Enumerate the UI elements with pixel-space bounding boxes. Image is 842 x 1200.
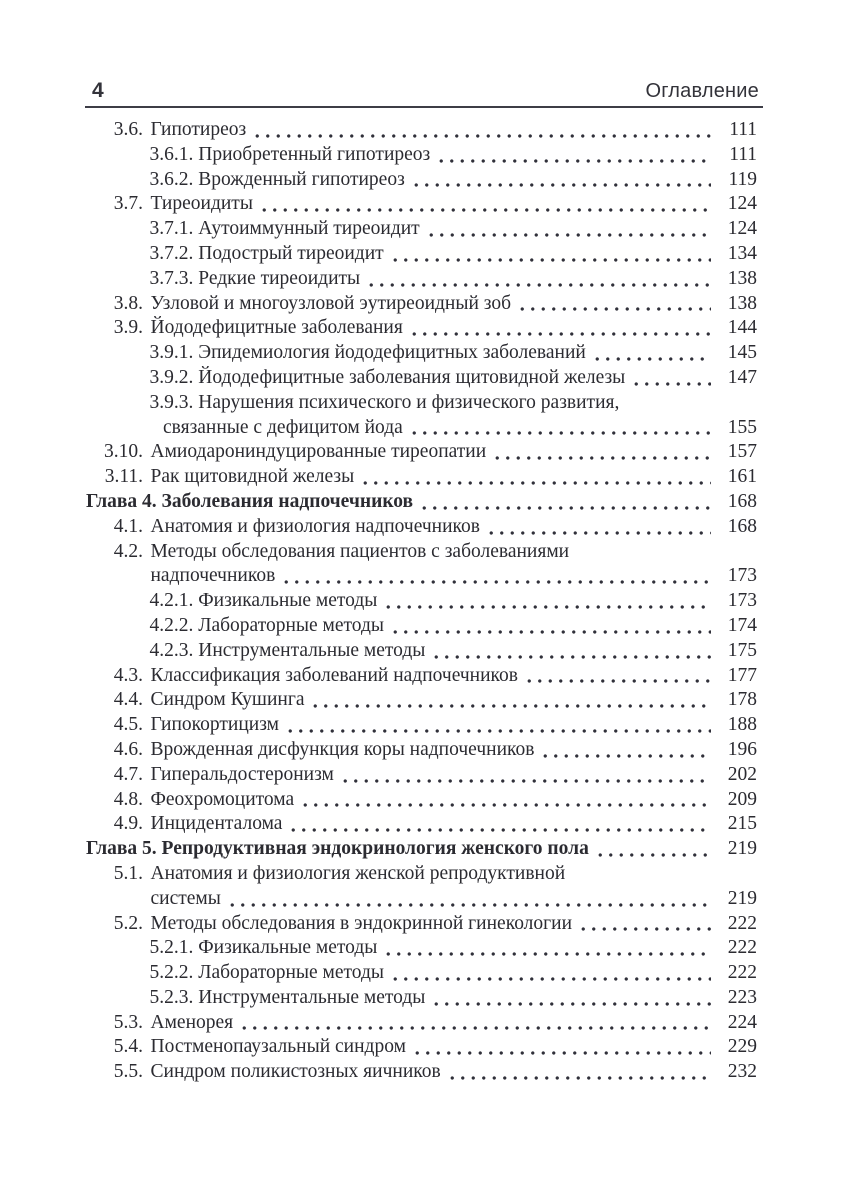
toc-entry-page: 155 bbox=[727, 416, 757, 438]
toc-entry bbox=[86, 366, 757, 391]
toc-entry-number: 3.6. bbox=[113, 119, 143, 140]
dot-leader bbox=[227, 887, 711, 912]
toc-entry bbox=[86, 986, 757, 1011]
toc-entry bbox=[86, 1011, 757, 1036]
toc-entry-number: 5.4. bbox=[113, 1036, 143, 1058]
toc-entry bbox=[86, 143, 757, 168]
toc-entry-number: 4.3. bbox=[113, 664, 143, 686]
toc-entry bbox=[86, 738, 757, 763]
toc-entry bbox=[86, 118, 757, 143]
toc-entry-number: 4.4. bbox=[113, 689, 143, 711]
toc-entry-title: Гипотиреоз bbox=[150, 119, 247, 140]
dot-leader bbox=[492, 440, 711, 465]
toc-entry bbox=[86, 887, 757, 912]
toc-entry-number: 5.5. bbox=[113, 1061, 143, 1083]
dot-leader bbox=[252, 118, 711, 143]
toc-entry-page: 177 bbox=[727, 664, 757, 686]
toc-entry bbox=[86, 540, 757, 565]
toc-entry-page: 219 bbox=[727, 838, 757, 860]
toc-entry-page: 229 bbox=[727, 1036, 757, 1058]
dot-leader bbox=[436, 143, 711, 168]
toc-list bbox=[86, 118, 757, 1085]
dot-leader bbox=[540, 738, 711, 763]
toc-entry-title: 5.2.3. Инструментальные методы bbox=[149, 986, 426, 1008]
toc-entry-page: 138 bbox=[727, 267, 757, 289]
toc-entry-number: 4.5. bbox=[113, 714, 143, 736]
toc-entry bbox=[86, 192, 757, 217]
toc-entry bbox=[86, 713, 757, 738]
toc-entry-page: 157 bbox=[727, 441, 757, 463]
toc-entry-page: 168 bbox=[727, 490, 757, 512]
toc-entry-title: Постменопаузальный синдром bbox=[150, 1036, 406, 1058]
dot-leader bbox=[578, 912, 711, 937]
toc-entry-page: 161 bbox=[727, 466, 757, 488]
dot-leader bbox=[310, 688, 711, 713]
toc-entry bbox=[86, 416, 757, 441]
toc-entry-title: 3.9.1. Эпидемиология йододефицитных заболеваний bbox=[149, 342, 586, 364]
toc-entry-number: 3.9. bbox=[113, 317, 143, 339]
toc-entry bbox=[86, 490, 757, 515]
toc-entry bbox=[86, 961, 757, 986]
dot-leader bbox=[431, 986, 711, 1011]
dot-leader bbox=[631, 366, 711, 391]
dot-leader bbox=[419, 490, 711, 515]
toc-entry-title: Амиодарониндуцированные тиреопатии bbox=[150, 441, 487, 463]
toc-entry-page: 138 bbox=[727, 292, 757, 314]
toc-entry-page: 222 bbox=[727, 937, 757, 959]
toc-entry-number: 5.3. bbox=[113, 1011, 143, 1033]
toc-entry-title: Гипокортицизм bbox=[150, 714, 279, 736]
dot-leader bbox=[383, 589, 711, 614]
dot-leader bbox=[524, 664, 711, 689]
toc-entry bbox=[86, 862, 757, 887]
toc-entry-page: 209 bbox=[727, 788, 757, 810]
toc-entry bbox=[86, 242, 757, 267]
toc-entry-title: 3.6.2. Врожденный гипотиреоз bbox=[149, 168, 405, 190]
toc-entry-title: 3.7.3. Редкие тиреоидиты bbox=[149, 267, 361, 289]
toc-entry-page: 119 bbox=[728, 168, 757, 190]
toc-entry-title: Глава 4. Заболевания надпочечников bbox=[86, 490, 414, 512]
dot-leader bbox=[366, 267, 711, 292]
dot-leader bbox=[390, 961, 711, 986]
toc-entry-title: связанные с дефицитом йода bbox=[163, 416, 403, 438]
toc-entry-page: 134 bbox=[727, 242, 757, 264]
toc-entry-page: 175 bbox=[727, 639, 757, 661]
dot-leader bbox=[517, 292, 711, 317]
toc-entry-number: 5.2. bbox=[113, 912, 143, 934]
toc-entry-title: Синдром Кушинга bbox=[150, 689, 305, 711]
toc-entry-title: Гиперальдостеронизм bbox=[150, 763, 334, 785]
toc-entry bbox=[86, 1060, 757, 1085]
toc-entry-number: 4.8. bbox=[113, 788, 143, 810]
toc-entry-title: 4.2.1. Физикальные методы bbox=[149, 590, 378, 612]
toc-entry bbox=[86, 639, 757, 664]
dot-leader bbox=[259, 192, 711, 217]
toc-entry-page: 188 bbox=[727, 714, 757, 736]
toc-entry-number: 3.10. bbox=[104, 441, 143, 463]
toc-entry bbox=[86, 837, 757, 862]
page-number: 4 bbox=[92, 79, 104, 102]
toc-entry-page: 174 bbox=[727, 614, 757, 636]
toc-entry-title: Рак щитовидной железы bbox=[150, 466, 355, 488]
toc-entry-title: Методы обследования в эндокринной гинекологии bbox=[150, 912, 573, 934]
toc-entry-page: 111 bbox=[729, 143, 757, 165]
dot-leader bbox=[390, 242, 711, 267]
dot-leader bbox=[383, 936, 711, 961]
toc-entry-page: 222 bbox=[727, 962, 757, 984]
dot-leader bbox=[281, 564, 711, 589]
toc-entry-title: Классификация заболеваний надпочечников bbox=[150, 664, 518, 686]
header-rule bbox=[85, 106, 763, 108]
dot-leader bbox=[595, 837, 711, 862]
dot-leader bbox=[390, 614, 711, 639]
toc-entry bbox=[86, 465, 757, 490]
toc-entry bbox=[86, 341, 757, 366]
dot-leader bbox=[340, 763, 711, 788]
dot-leader bbox=[239, 1011, 711, 1036]
toc-entry-title: Аменорея bbox=[150, 1011, 234, 1033]
toc-entry-page: 219 bbox=[727, 887, 757, 909]
toc-entry-title: Глава 5. Репродуктивная эндокринология женского пола bbox=[86, 838, 589, 860]
toc-entry bbox=[86, 217, 757, 242]
toc-entry bbox=[86, 515, 757, 540]
toc-entry bbox=[86, 812, 757, 837]
dot-leader bbox=[409, 416, 711, 441]
dot-leader bbox=[288, 812, 711, 837]
toc-entry bbox=[86, 688, 757, 713]
running-head-title: Оглавление bbox=[645, 80, 759, 102]
toc-entry bbox=[86, 664, 757, 689]
dot-leader bbox=[411, 168, 711, 193]
toc-entry-title: Инциденталома bbox=[150, 813, 283, 835]
toc-entry bbox=[86, 763, 757, 788]
toc-entry-title: Синдром поликистозных яичников bbox=[150, 1061, 441, 1083]
toc-entry-title: 4.2.2. Лабораторные методы bbox=[149, 614, 385, 636]
dot-leader bbox=[285, 713, 711, 738]
toc-entry-title: Врожденная дисфункция коры надпочечников bbox=[150, 738, 535, 760]
toc-entry-title: Феохромоцитома bbox=[150, 788, 295, 810]
toc-entry bbox=[86, 391, 757, 416]
toc-entry-number: 3.7. bbox=[113, 193, 143, 215]
toc-entry-page: 232 bbox=[727, 1061, 757, 1083]
toc-entry bbox=[86, 316, 757, 341]
toc-entry-number: 4.2. bbox=[113, 540, 143, 562]
toc-entry bbox=[86, 564, 757, 589]
toc-entry bbox=[86, 936, 757, 961]
toc-entry-page: 173 bbox=[727, 590, 757, 612]
toc-entry-title: Тиреоидиты bbox=[150, 193, 253, 215]
toc-entry bbox=[86, 168, 757, 193]
toc-entry-title: 5.2.1. Физикальные методы bbox=[149, 937, 378, 959]
toc-entry-title: 3.7.2. Подострый тиреоидит bbox=[149, 242, 384, 264]
toc-entry bbox=[86, 589, 757, 614]
toc-entry-title: системы bbox=[150, 887, 221, 909]
toc-entry-title: Анатомия и физиология надпочечников bbox=[150, 515, 480, 537]
toc-entry-page: 124 bbox=[727, 218, 757, 240]
toc-entry-number: 3.8. bbox=[113, 292, 143, 314]
dot-leader bbox=[360, 465, 711, 490]
toc-entry-page: 111 bbox=[729, 119, 757, 140]
dot-leader bbox=[486, 515, 711, 540]
toc-entry-page: 145 bbox=[727, 342, 757, 364]
toc-entry bbox=[86, 788, 757, 813]
toc-entry-page: 202 bbox=[727, 763, 757, 785]
toc-entry-page: 147 bbox=[727, 366, 757, 388]
toc-entry-page: 223 bbox=[727, 986, 757, 1008]
toc-entry bbox=[86, 912, 757, 937]
toc-entry-title: Анатомия и физиология женской репродуктивной bbox=[150, 862, 566, 884]
toc-entry bbox=[86, 440, 757, 465]
toc-entry-number: 4.7. bbox=[113, 763, 143, 785]
dot-leader bbox=[426, 217, 711, 242]
dot-leader bbox=[412, 1035, 711, 1060]
toc-entry-title: 5.2.2. Лабораторные методы bbox=[149, 962, 385, 984]
dot-leader bbox=[447, 1060, 711, 1085]
toc-entry-number: 4.6. bbox=[113, 738, 143, 760]
toc-entry-title: 3.9.3. Нарушения психического и физического развития, bbox=[149, 391, 620, 413]
toc-entry-page: 124 bbox=[727, 193, 757, 215]
toc-entry-title: 4.2.3. Инструментальные методы bbox=[149, 639, 426, 661]
toc-entry-title: Узловой и многоузловой эутиреоидный зоб bbox=[150, 292, 512, 314]
dot-leader bbox=[592, 341, 711, 366]
toc-entry-title: Йододефицитные заболевания bbox=[150, 317, 403, 339]
page-header bbox=[85, 79, 763, 103]
toc-entry-page: 178 bbox=[727, 689, 757, 711]
toc-entry bbox=[86, 614, 757, 639]
toc-entry-page: 173 bbox=[727, 565, 757, 587]
dot-leader bbox=[431, 639, 711, 664]
toc-entry-page: 168 bbox=[727, 515, 757, 537]
toc-entry-title: Методы обследования пациентов с заболеваниями bbox=[150, 540, 570, 562]
toc-entry bbox=[86, 292, 757, 317]
toc-entry-page: 215 bbox=[727, 813, 757, 835]
toc-entry-page: 224 bbox=[727, 1011, 757, 1033]
toc-entry-page: 196 bbox=[727, 738, 757, 760]
toc-entry-page: 144 bbox=[727, 317, 757, 339]
toc-entry-number: 4.1. bbox=[113, 515, 143, 537]
toc-entry-title: надпочечников bbox=[150, 565, 276, 587]
dot-leader bbox=[409, 316, 711, 341]
toc-entry-title: 3.6.1. Приобретенный гипотиреоз bbox=[149, 143, 431, 165]
toc-entry-number: 5.1. bbox=[113, 862, 143, 884]
toc-entry bbox=[86, 267, 757, 292]
toc-entry bbox=[86, 1035, 757, 1060]
toc-entry-number: 3.11. bbox=[104, 466, 143, 488]
toc-entry-number: 4.9. bbox=[113, 813, 143, 835]
toc-entry-page: 222 bbox=[727, 912, 757, 934]
dot-leader bbox=[300, 788, 711, 813]
toc-entry-title: 3.7.1. Аутоиммунный тиреоидит bbox=[149, 218, 420, 240]
toc-entry-title: 3.9.2. Йододефицитные заболевания щитовидной железы bbox=[149, 366, 626, 388]
